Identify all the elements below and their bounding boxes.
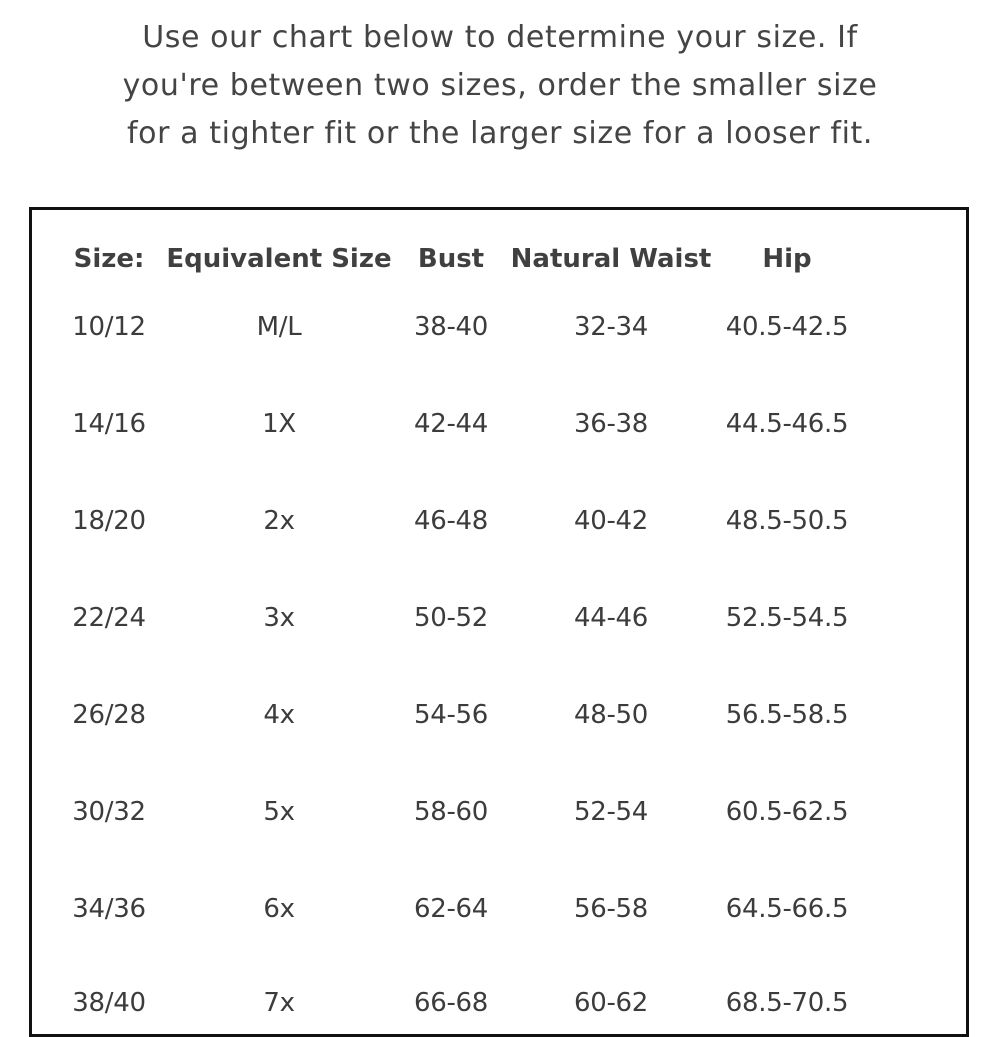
intro-line: Use our chart below to determine your size. If bbox=[142, 20, 858, 55]
cell-hip: 44.5-46.5 bbox=[725, 409, 849, 439]
cell-size: 10/12 bbox=[72, 312, 146, 342]
cell-bust: 58-60 bbox=[413, 797, 489, 827]
header-equivalent-size: Equivalent Size bbox=[166, 244, 392, 274]
cell-equivalent-size: 5x bbox=[263, 797, 295, 827]
intro-line: you're between two sizes, order the smaller size bbox=[122, 68, 878, 103]
size-guide-intro bbox=[0, 14, 1000, 158]
cell-size: 30/32 bbox=[72, 797, 146, 827]
cell-equivalent-size: 7x bbox=[263, 988, 295, 1018]
cell-bust: 62-64 bbox=[413, 894, 489, 924]
cell-size: 26/28 bbox=[72, 700, 146, 730]
cell-size: 18/20 bbox=[72, 506, 146, 536]
cell-size: 14/16 bbox=[72, 409, 146, 439]
cell-equivalent-size: M/L bbox=[256, 312, 302, 342]
header-hip: Hip bbox=[762, 244, 812, 274]
cell-natural-waist: 56-58 bbox=[573, 894, 649, 924]
cell-bust: 38-40 bbox=[413, 312, 489, 342]
cell-hip: 60.5-62.5 bbox=[725, 797, 849, 827]
cell-natural-waist: 40-42 bbox=[573, 506, 649, 536]
cell-bust: 66-68 bbox=[413, 988, 489, 1018]
cell-hip: 68.5-70.5 bbox=[725, 988, 849, 1018]
cell-bust: 42-44 bbox=[413, 409, 489, 439]
cell-equivalent-size: 2x bbox=[263, 506, 295, 536]
header-size: Size: bbox=[73, 244, 145, 274]
cell-bust: 54-56 bbox=[413, 700, 489, 730]
header-natural-waist: Natural Waist bbox=[510, 244, 712, 274]
cell-size: 34/36 bbox=[72, 894, 146, 924]
cell-hip: 40.5-42.5 bbox=[725, 312, 849, 342]
cell-hip: 52.5-54.5 bbox=[725, 603, 849, 633]
cell-bust: 46-48 bbox=[413, 506, 489, 536]
cell-natural-waist: 44-46 bbox=[573, 603, 649, 633]
intro-line: for a tighter fit or the larger size for a looser fit. bbox=[126, 116, 874, 151]
cell-equivalent-size: 3x bbox=[263, 603, 295, 633]
cell-size: 38/40 bbox=[72, 988, 146, 1018]
cell-natural-waist: 36-38 bbox=[573, 409, 649, 439]
cell-equivalent-size: 1X bbox=[262, 409, 296, 439]
cell-equivalent-size: 6x bbox=[263, 894, 295, 924]
cell-hip: 48.5-50.5 bbox=[725, 506, 849, 536]
header-bust: Bust bbox=[417, 244, 485, 274]
cell-hip: 64.5-66.5 bbox=[725, 894, 849, 924]
size-chart-table bbox=[29, 207, 969, 1037]
cell-hip: 56.5-58.5 bbox=[725, 700, 849, 730]
cell-natural-waist: 52-54 bbox=[573, 797, 649, 827]
cell-equivalent-size: 4x bbox=[263, 700, 295, 730]
cell-natural-waist: 48-50 bbox=[573, 700, 649, 730]
cell-size: 22/24 bbox=[72, 603, 146, 633]
cell-natural-waist: 60-62 bbox=[573, 988, 649, 1018]
cell-natural-waist: 32-34 bbox=[573, 312, 649, 342]
cell-bust: 50-52 bbox=[413, 603, 489, 633]
